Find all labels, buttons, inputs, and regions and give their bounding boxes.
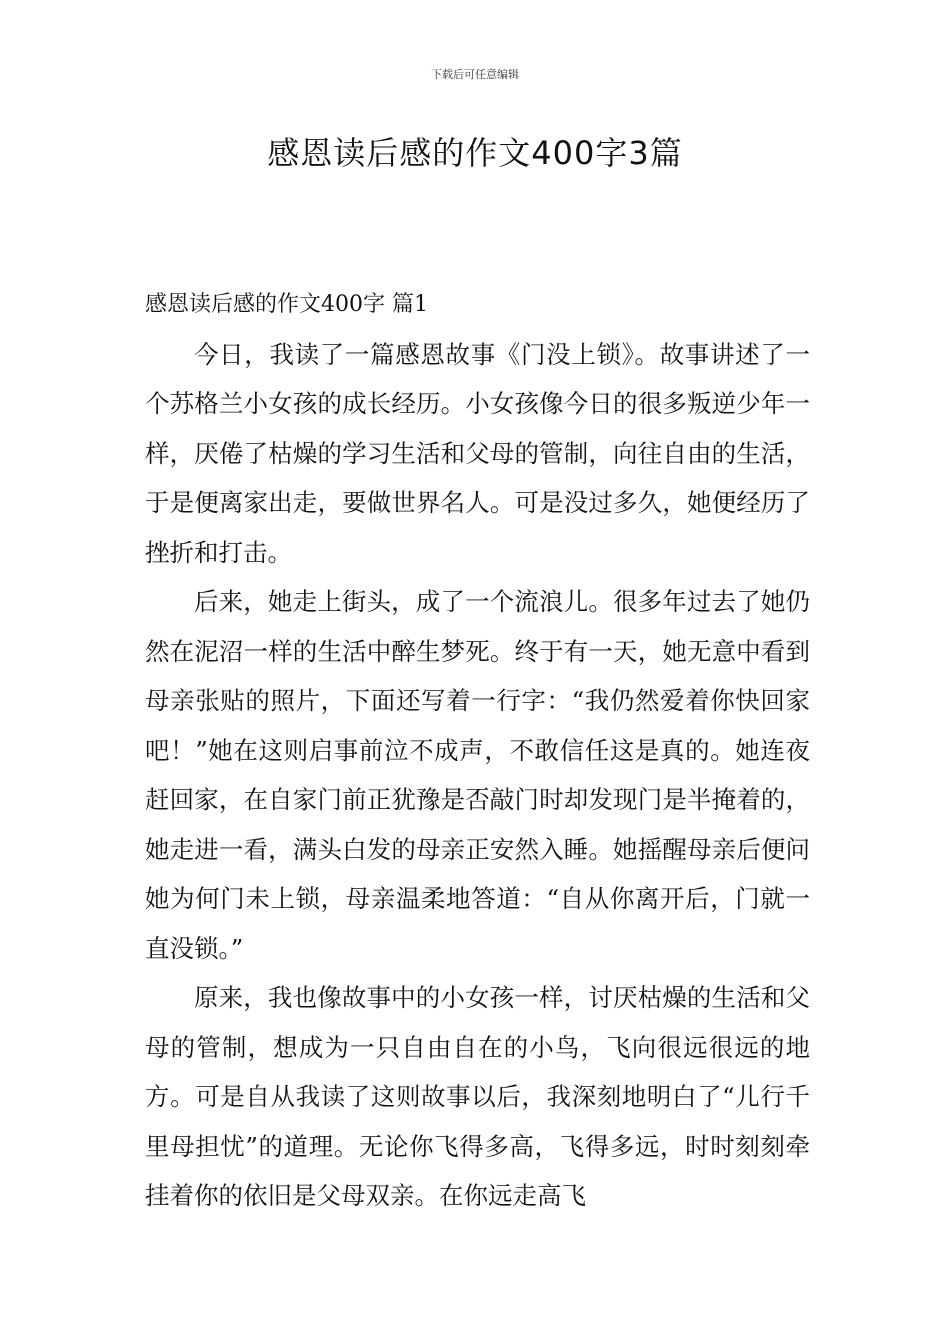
paragraph: 今日，我读了一篇感恩故事《门没上锁》。故事讲述了一个苏格兰小女孩的成长经历。小女孩像今日的很多叛逆少年一样，厌倦了枯燥的学习生活和父母的管制，向往自由的生活，于是便离家出走，要做世界名人。可是没过多久，她便经历了挫折和打击。 (145, 339, 810, 567)
section-heading: 感恩读后感的作文400字 篇1 (145, 292, 428, 317)
paragraph: 后来，她走上街头，成了一个流浪儿。很多年过去了她仍然在泥沼一样的生活中醉生梦死。终于有一天，她无意中看到母亲张贴的照片，下面还写着一行字：“我仍然爱着你快回家吧！”她在这则启事前泣不成声，不敢信任这是真的。她连夜赶回家，在自家门前正犹豫是否敲门时却发现门是半掩着的，她走进一看，满头白发的母亲正安然入睡。她摇醒母亲后便问她为何门未上锁，母亲温柔地答道：“自从你离开后，门就一直没锁。” (145, 587, 810, 963)
paragraph: 原来，我也像故事中的小女孩一样，讨厌枯燥的生活和父母的管制，想成为一只自由自在的小鸟，飞向很远很远的地方。可是自从我读了这则故事以后，我深刻地明白了“儿行千里母担忧”的道理。无论你飞得多高，飞得多远，时时刻刻牵挂着你的依旧是父母双亲。在你远走高飞 (145, 983, 810, 1210)
document-body (145, 280, 810, 1221)
document-title: 感恩读后感的作文400字3篇 (267, 134, 683, 172)
header-note: 下载后可任意编辑 (431, 68, 519, 81)
